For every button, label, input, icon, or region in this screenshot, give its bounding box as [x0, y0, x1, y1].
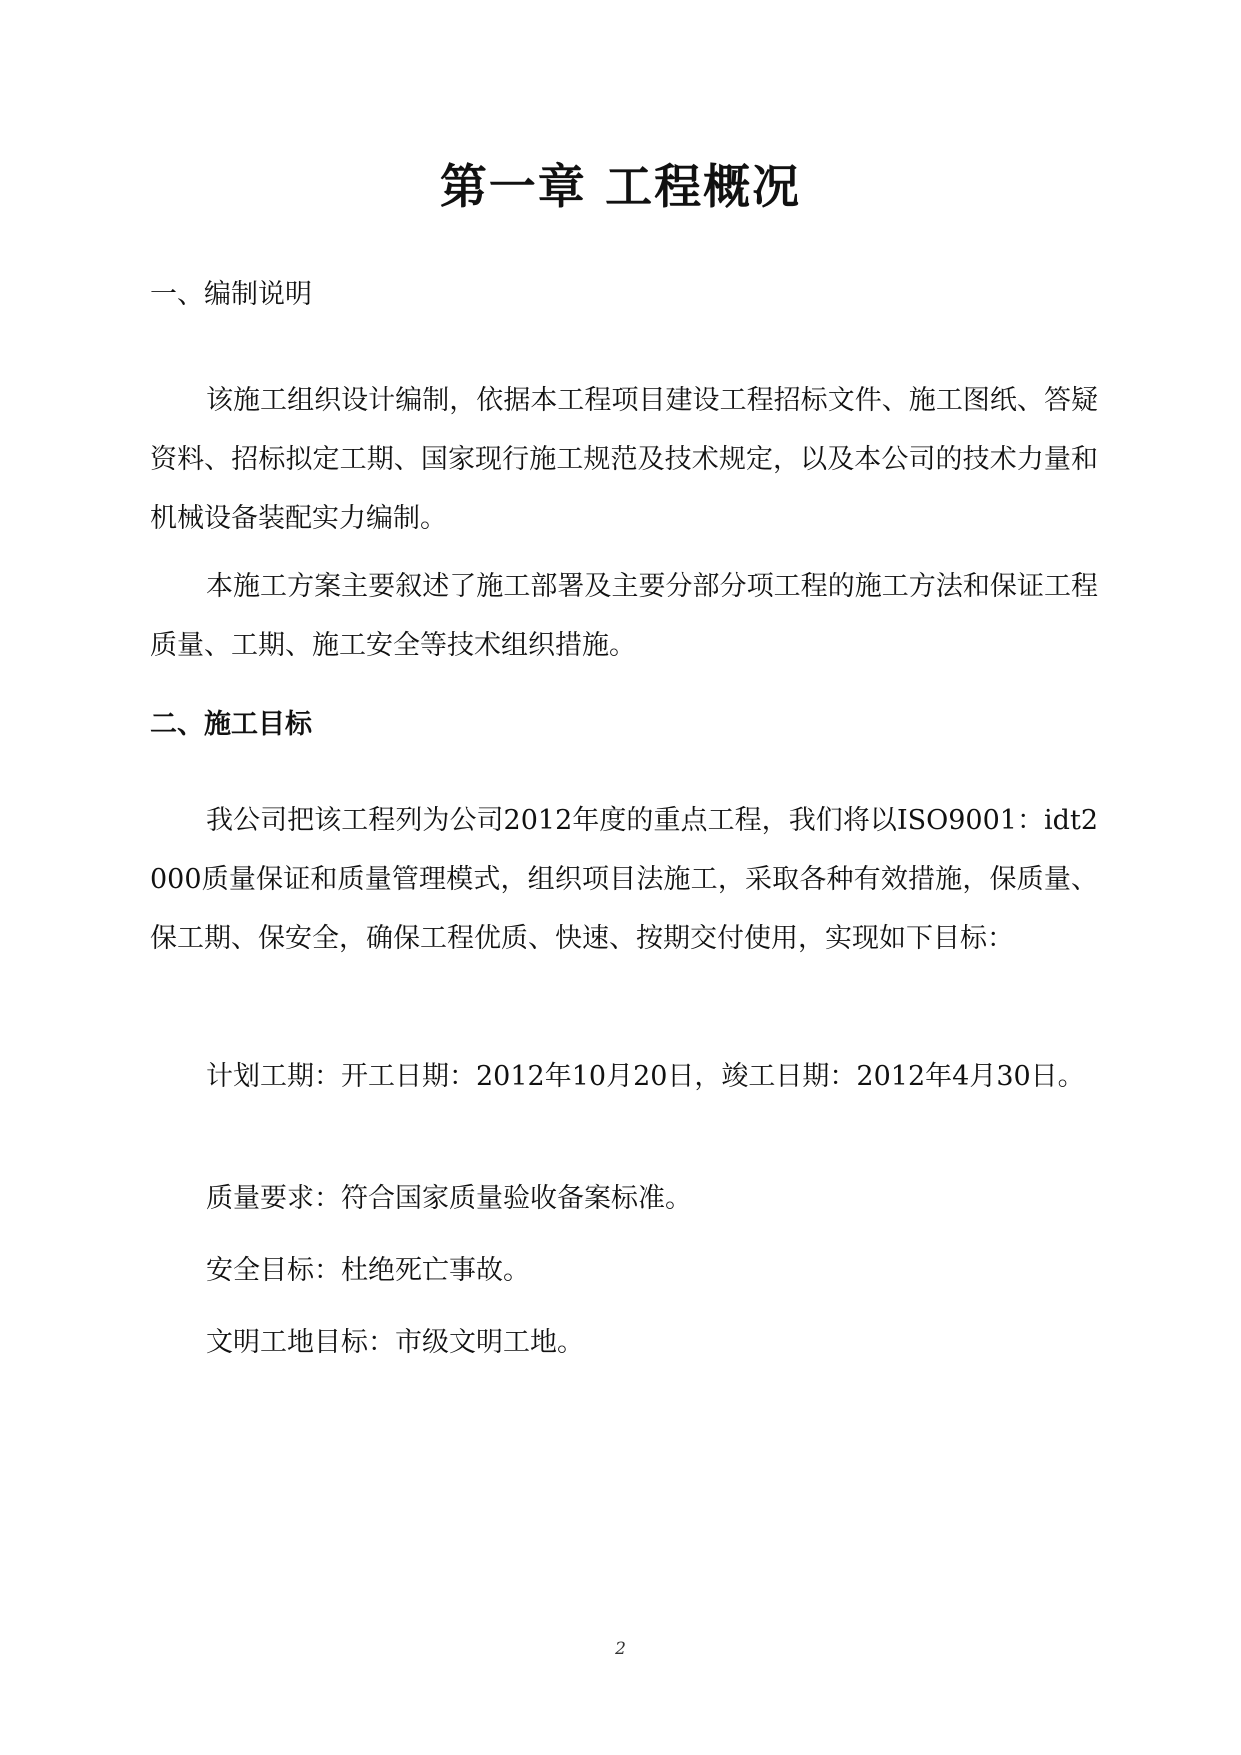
section-heading-compilation-notes: 一、编制说明 [150, 279, 312, 310]
paragraph-civilized-site-goal: 文明工地目标：市级文明工地。 [206, 1327, 584, 1358]
paragraph-goals-intro: 我公司把该工程列为公司2012年度的重点工程，我们将以ISO9001：idt2000质量保证和质量管理模式，组织项目法施工，采取各种有效措施，保质量、保工期、保安全，确保工程优质、快速、按期交付使用，实现如下目标： [150, 805, 1098, 954]
paragraph-quality-requirement: 质量要求：符合国家质量验收备案标准。 [206, 1183, 692, 1214]
chapter-title: 第一章 工程概况 [439, 160, 802, 215]
section-heading-construction-goals: 二、施工目标 [150, 709, 312, 740]
page-number: 2 [615, 1639, 626, 1659]
paragraph-schedule: 计划工期：开工日期：2012年10月20日，竣工日期：2012年4月30日。 [206, 1061, 1085, 1092]
paragraph-plan-summary: 本施工方案主要叙述了施工部署及主要分部分项工程的施工方法和保证工程质量、工期、施工安全等技术组织措施。 [150, 571, 1098, 661]
paragraph-compilation-basis: 该施工组织设计编制，依据本工程项目建设工程招标文件、施工图纸、答疑资料、招标拟定工期、国家现行施工规范及技术规定，以及本公司的技术力量和机械设备装配实力编制。 [150, 385, 1098, 534]
paragraph-safety-goal: 安全目标：杜绝死亡事故。 [206, 1255, 530, 1286]
